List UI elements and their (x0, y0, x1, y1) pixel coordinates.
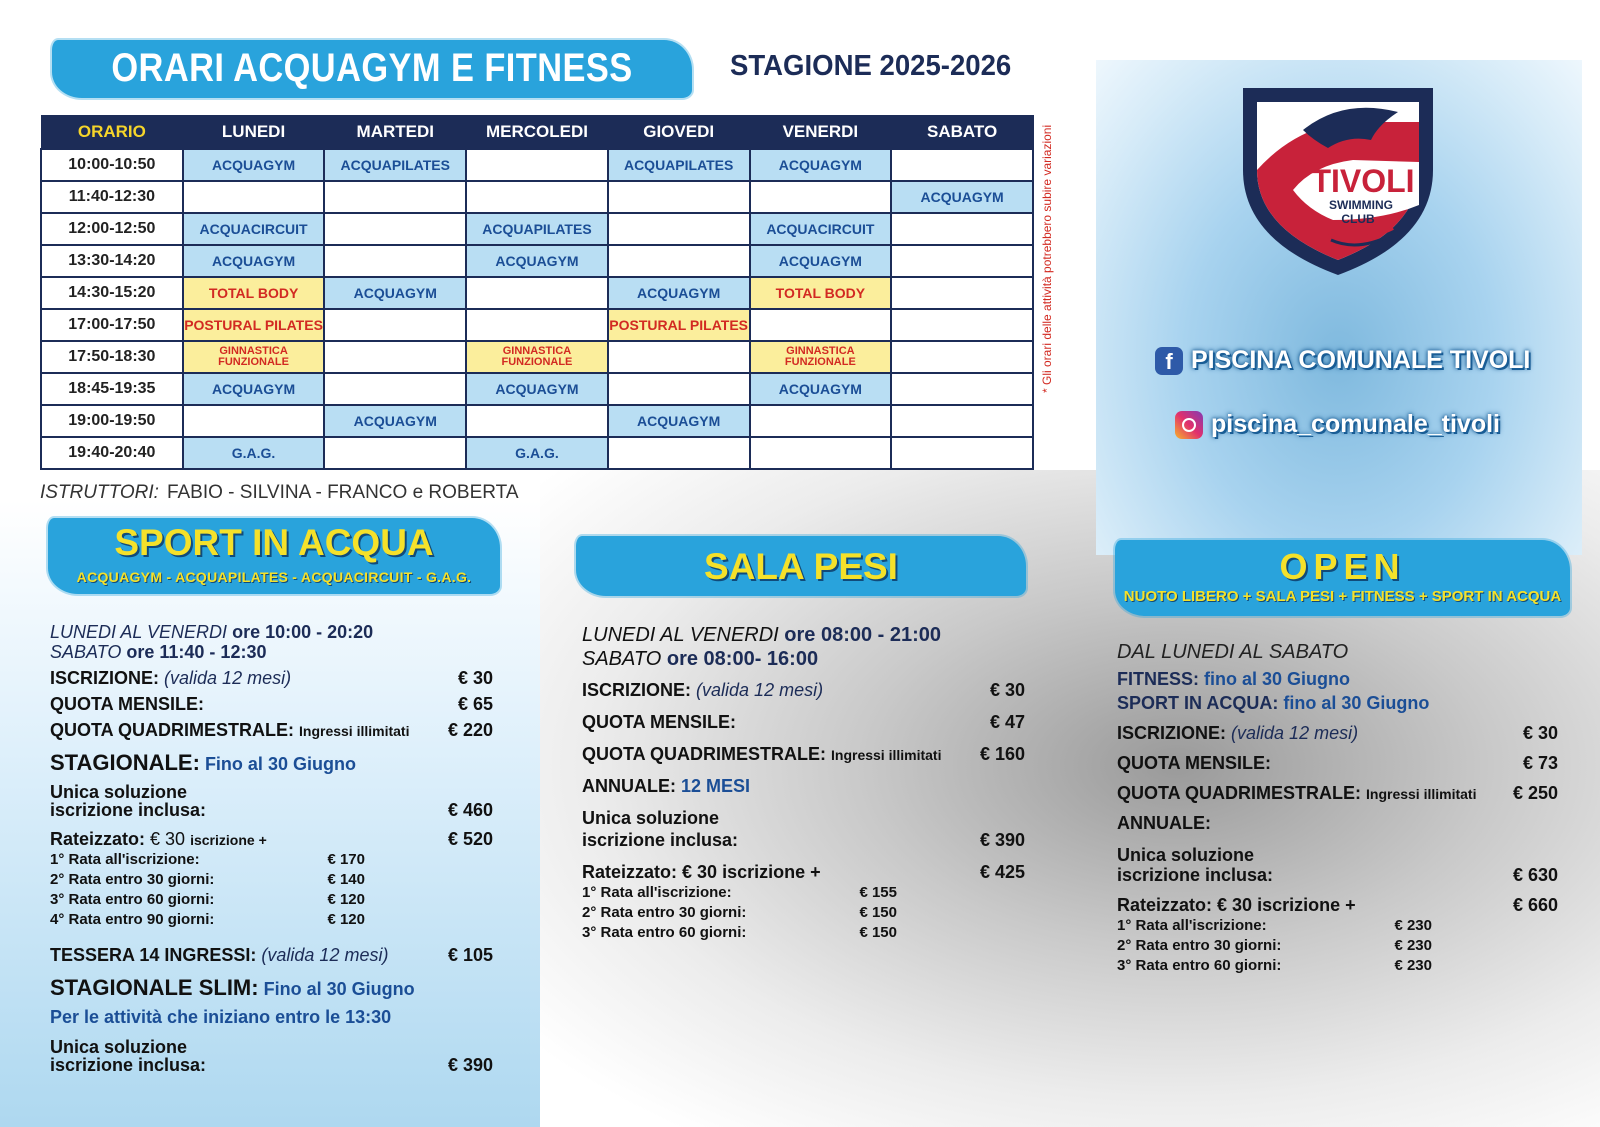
pesi-installments (582, 884, 897, 944)
sport-installments (50, 851, 365, 931)
schedule-table (40, 115, 1034, 470)
facebook-link[interactable] (1155, 346, 1530, 375)
installment-label: 1° Rata all'iscrizione: (1117, 917, 1267, 934)
sport-rate-price: € 520 (447, 829, 493, 849)
season-label: STAGIONE 2025-2026 (730, 50, 1012, 82)
sport-stag-note: Fino al 30 Giugno (204, 754, 356, 774)
sport-unica1 (50, 782, 493, 800)
schedule-header-0: ORARIO (41, 116, 183, 150)
installment-price: € 230 (1394, 957, 1432, 974)
schedule-cell: ACQUACIRCUIT (750, 213, 892, 245)
installment-price: € 170 (327, 851, 365, 868)
facebook-icon: f (1155, 347, 1183, 375)
pesi-header (576, 536, 1026, 596)
pesi-mensile (582, 712, 1025, 744)
schedule-cell: ACQUAGYM (750, 245, 892, 277)
installment-price: € 230 (1394, 917, 1432, 934)
page-title: ORARI ACQUAGYM E FITNESS (111, 46, 633, 90)
schedule-row (41, 309, 1033, 341)
installment-row (582, 884, 897, 904)
installment-row (1117, 957, 1432, 977)
schedule-row (41, 277, 1033, 309)
facebook-label: PISCINA COMUNALE TIVOLI (1191, 346, 1531, 374)
open-rate-label: Rateizzato: (1117, 895, 1213, 915)
open-quad (1117, 783, 1558, 813)
schedule-cell (750, 181, 892, 213)
schedule-time: 10:00-10:50 (41, 149, 183, 181)
sport-hours2: ore 11:40 - 12:30 (126, 642, 267, 662)
schedule-cell (608, 373, 750, 405)
open-mensile (1117, 753, 1558, 783)
schedule-cell (891, 341, 1033, 373)
schedule-cell (891, 149, 1033, 181)
schedule-cell (324, 341, 466, 373)
schedule-cell (608, 437, 750, 469)
installment-label: 1° Rata all'iscrizione: (50, 851, 200, 868)
open-unica2 (1117, 865, 1558, 895)
open-unica2-text: iscrizione inclusa: (1117, 865, 1274, 885)
schedule-row (41, 149, 1033, 181)
sport-iscrizione-label: ISCRIZIONE: (50, 668, 160, 688)
open-rate (1117, 895, 1558, 917)
schedule-cell: ACQUAGYM (324, 277, 466, 309)
sport-mensile (50, 694, 493, 720)
sport-rate-tail: iscrizione + (190, 832, 267, 848)
installment-row (1117, 937, 1432, 957)
schedule-cell (608, 213, 750, 245)
sport-rate (50, 829, 493, 851)
schedule-cell: ACQUAGYM (183, 149, 325, 181)
schedule-cell (466, 181, 608, 213)
installment-price: € 230 (1394, 937, 1432, 954)
sport-stag-label: STAGIONALE: (50, 750, 200, 775)
pesi-iscrizione-valida: (valida 12 mesi) (696, 680, 824, 700)
installment-label: 1° Rata all'iscrizione: (582, 884, 732, 901)
schedule-cell: ACQUAGYM (324, 405, 466, 437)
schedule-cell: GINNASTICA FUNZIONALE (183, 341, 325, 373)
schedule-header-2: MARTEDI (324, 116, 466, 150)
schedule-header-6: SABATO (891, 116, 1033, 150)
sport-days1: LUNEDI AL VENERDI (50, 622, 228, 642)
sport-slim-note: Fino al 30 Giugno (263, 979, 415, 999)
sport-tessera-valida: (valida 12 mesi) (261, 945, 389, 965)
instructors (40, 482, 519, 504)
pesi-iscrizione-label: ISCRIZIONE: (582, 680, 692, 700)
installment-row (582, 904, 897, 924)
sport-slim-info: Per le attività che iniziano entro le 13:30 (50, 1007, 392, 1027)
schedule-cell (891, 437, 1033, 469)
installment-row (582, 924, 897, 944)
logo-sub1: SWIMMING (1329, 198, 1393, 212)
club-logo (1233, 70, 1443, 280)
schedule-cell: ACQUAGYM (750, 149, 892, 181)
schedule-row (41, 373, 1033, 405)
schedule-cell: G.A.G. (466, 437, 608, 469)
schedule-cell (466, 277, 608, 309)
open-rate-price: € 660 (1512, 895, 1558, 915)
sport-iscrizione-price: € 30 (457, 668, 493, 688)
schedule-row (41, 213, 1033, 245)
logo-text: TIVOLI (1311, 163, 1415, 199)
sport-tessera (50, 945, 493, 975)
sport-unica2-text: iscrizione inclusa: (50, 800, 207, 820)
schedule-cell (608, 341, 750, 373)
installment-label: 2° Rata entro 30 giorni: (582, 904, 747, 921)
pesi-quad-note: Ingressi illimitati (831, 747, 942, 763)
sport-rate-label: Rateizzato: (50, 829, 146, 849)
schedule-cell: POSTURAL PILATES (608, 309, 750, 341)
pesi-quad-label: QUOTA QUADRIMESTRALE: (582, 744, 826, 764)
open-sport (1117, 693, 1558, 723)
pesi-rate-price: € 425 (979, 862, 1025, 882)
schedule-cell: ACQUAPILATES (608, 149, 750, 181)
pesi-hours-weekday (582, 624, 1025, 648)
open-unica1-text: Unica soluzione (1117, 845, 1255, 865)
sport-slim (50, 975, 493, 1007)
installment-price: € 120 (327, 911, 365, 928)
pesi-rate (582, 862, 1025, 884)
schedule-cell (891, 309, 1033, 341)
pesi-iscrizione-price: € 30 (989, 680, 1025, 700)
schedule-row (41, 437, 1033, 469)
sport-mensile-label: QUOTA MENSILE: (50, 694, 204, 714)
schedule-cell: ACQUAPILATES (466, 213, 608, 245)
sport-stagionale (50, 750, 493, 782)
installment-label: 3° Rata entro 60 giorni: (582, 924, 747, 941)
sport-quad-price: € 220 (447, 720, 493, 740)
schedule-cell (891, 405, 1033, 437)
pesi-unica2-text: iscrizione inclusa: (582, 830, 739, 850)
schedule-cell: POSTURAL PILATES (183, 309, 325, 341)
open-sport-note: fino al 30 Giugno (1283, 693, 1430, 713)
pesi-unica1 (582, 808, 1025, 830)
schedule-time: 19:00-19:50 (41, 405, 183, 437)
schedule-cell (750, 309, 892, 341)
pesi-quad (582, 744, 1025, 776)
pesi-days1: LUNEDI AL VENERDI (582, 624, 779, 646)
schedule-time: 13:30-14:20 (41, 245, 183, 277)
schedule-cell: ACQUAPILATES (324, 149, 466, 181)
installment-label: 3° Rata entro 60 giorni: (1117, 957, 1282, 974)
open-pricing (1117, 641, 1558, 977)
installment-row (50, 851, 365, 871)
schedule-time: 12:00-12:50 (41, 213, 183, 245)
pesi-rate-label: Rateizzato: (582, 862, 678, 882)
installment-row (50, 871, 365, 891)
schedule-cell: ACQUACIRCUIT (183, 213, 325, 245)
sport-quad (50, 720, 493, 750)
sport-slim-unica1 (50, 1037, 493, 1055)
schedule-cell: ACQUAGYM (608, 405, 750, 437)
open-unica1 (1117, 845, 1558, 865)
schedule-cell: ACQUAGYM (750, 373, 892, 405)
installment-row (1117, 917, 1432, 937)
sport-iscrizione-valida: (valida 12 mesi) (164, 668, 292, 688)
open-header (1115, 540, 1570, 616)
schedule-cell (183, 181, 325, 213)
open-iscrizione-valida: (valida 12 mesi) (1231, 723, 1359, 743)
schedule-cell: GINNASTICA FUNZIONALE (466, 341, 608, 373)
schedule-row (41, 405, 1033, 437)
sport-days2: SABATO (50, 642, 122, 662)
schedule-header-3: MERCOLEDI (466, 116, 608, 150)
schedule-cell: ACQUAGYM (183, 245, 325, 277)
schedule-cell (750, 437, 892, 469)
open-fitness-note: fino al 30 Giugno (1204, 669, 1351, 689)
sport-pricing (50, 622, 493, 1077)
pesi-quad-price: € 160 (979, 744, 1025, 764)
schedule-cell: ACQUAGYM (891, 181, 1033, 213)
schedule-cell (466, 149, 608, 181)
sport-slim-unica2-text: iscrizione inclusa: (50, 1055, 207, 1075)
logo-sub2: CLUB (1341, 212, 1375, 226)
instructors-names: FABIO - SILVINA - FRANCO e ROBERTA (166, 482, 519, 503)
installment-price: € 120 (327, 891, 365, 908)
open-rate-note: € 30 iscrizione + (1217, 895, 1356, 915)
schedule-time: 17:50-18:30 (41, 341, 183, 373)
pesi-pricing (582, 624, 1025, 944)
sport-iscrizione (50, 668, 493, 694)
installment-label: 3° Rata entro 60 giorni: (50, 891, 215, 908)
sport-slim-label: STAGIONALE SLIM: (50, 975, 259, 1000)
schedule-cell: ACQUAGYM (183, 373, 325, 405)
sport-rate-note: € 30 (150, 829, 186, 849)
instagram-link[interactable] (1175, 410, 1500, 439)
installment-row (50, 891, 365, 911)
sport-unica-price: € 460 (447, 800, 493, 820)
sport-slim-unica1-text: Unica soluzione (50, 1037, 188, 1057)
sport-tessera-label: TESSERA 14 INGRESSI: (50, 945, 257, 965)
schedule-cell (466, 309, 608, 341)
schedule-row (41, 181, 1033, 213)
schedule-cell (750, 405, 892, 437)
sport-subtitle: ACQUAGYM - ACQUAPILATES - ACQUACIRCUIT - G.A.G. (76, 569, 472, 585)
sport-mensile-price: € 65 (457, 694, 493, 714)
open-quad-note: Ingressi illimitati (1366, 786, 1477, 802)
schedule-note: * Gli orari delle attività potrebbero subire variazioni (1040, 125, 1054, 394)
sport-quad-label: QUOTA QUADRIMESTRALE: (50, 720, 294, 740)
schedule-header-4: GIOVEDI (608, 116, 750, 150)
schedule-header-row (41, 116, 1033, 150)
pesi-hours1: ore 08:00 - 21:00 (784, 624, 942, 646)
instagram-icon (1175, 411, 1203, 439)
schedule-header-1: LUNEDI (183, 116, 325, 150)
pesi-mensile-price: € 47 (989, 712, 1025, 732)
pesi-unica1-text: Unica soluzione (582, 808, 720, 828)
instagram-label: piscina_comunale_tivoli (1211, 410, 1500, 438)
sport-hours1: ore 10:00 - 20:20 (232, 622, 374, 642)
schedule-time: 17:00-17:50 (41, 309, 183, 341)
schedule-cell (608, 181, 750, 213)
instructors-label: ISTRUTTORI: (40, 482, 159, 503)
schedule-cell (324, 437, 466, 469)
open-title: OPEN (1279, 546, 1406, 587)
open-fitness (1117, 669, 1558, 693)
open-mensile-label: QUOTA MENSILE: (1117, 753, 1271, 773)
installment-price: € 140 (327, 871, 365, 888)
open-iscrizione-label: ISCRIZIONE: (1117, 723, 1227, 743)
schedule-cell (608, 245, 750, 277)
installment-price: € 155 (859, 884, 897, 901)
schedule-cell: GINNASTICA FUNZIONALE (750, 341, 892, 373)
sport-header (48, 518, 500, 594)
open-iscrizione-price: € 30 (1522, 723, 1558, 743)
schedule-cell: TOTAL BODY (183, 277, 325, 309)
open-fitness-label: FITNESS: (1117, 669, 1200, 689)
schedule-cell (183, 405, 325, 437)
installment-price: € 150 (859, 924, 897, 941)
pesi-annuale-note: 12 MESI (681, 776, 751, 796)
open-days: DAL LUNEDI AL SABATO (1117, 641, 1349, 663)
schedule-time: 19:40-20:40 (41, 437, 183, 469)
schedule-cell: TOTAL BODY (750, 277, 892, 309)
title-banner (52, 40, 692, 98)
open-quad-label: QUOTA QUADRIMESTRALE: (1117, 783, 1361, 803)
schedule-time: 11:40-12:30 (41, 181, 183, 213)
schedule-cell: G.A.G. (183, 437, 325, 469)
schedule-cell: ACQUAGYM (466, 373, 608, 405)
pesi-days2: SABATO (582, 648, 662, 670)
pesi-annuale-label: ANNUALE: (582, 776, 676, 796)
sport-hours-weekday (50, 622, 493, 642)
pesi-hours-sat (582, 648, 1025, 680)
open-quad-price: € 250 (1512, 783, 1558, 803)
sport-unica2 (50, 800, 493, 829)
sport-unica1-text: Unica soluzione (50, 782, 188, 802)
open-annuale (1117, 813, 1558, 845)
schedule-cell (891, 277, 1033, 309)
schedule-cell (324, 245, 466, 277)
open-sport-label: SPORT IN ACQUA: (1117, 693, 1279, 713)
open-annuale-label: ANNUALE: (1117, 813, 1211, 833)
schedule-cell (324, 309, 466, 341)
schedule-cell (466, 405, 608, 437)
open-subtitle: NUOTO LIBERO + SALA PESI + FITNESS + SPORT IN ACQUA (1123, 588, 1562, 605)
installment-label: 4° Rata entro 90 giorni: (50, 911, 215, 928)
sport-title: SPORT IN ACQUA (114, 522, 434, 563)
pesi-unica-price: € 390 (979, 830, 1025, 850)
installment-label: 2° Rata entro 30 giorni: (50, 871, 215, 888)
pesi-hours2: ore 08:00- 16:00 (666, 648, 819, 670)
schedule-time: 14:30-15:20 (41, 277, 183, 309)
sport-quad-note: Ingressi illimitati (299, 723, 410, 739)
schedule-cell (891, 245, 1033, 277)
pesi-title: SALA PESI (704, 546, 898, 587)
open-installments (1117, 917, 1432, 977)
sport-slim-unica2 (50, 1055, 493, 1077)
schedule-cell (324, 181, 466, 213)
sport-tessera-price: € 105 (447, 945, 493, 965)
schedule-cell: ACQUAGYM (608, 277, 750, 309)
schedule-cell (324, 373, 466, 405)
pesi-rate-note: € 30 iscrizione + (682, 862, 821, 882)
pesi-iscrizione (582, 680, 1025, 712)
schedule-cell (324, 213, 466, 245)
schedule-time: 18:45-19:35 (41, 373, 183, 405)
installment-row (50, 911, 365, 931)
pesi-unica2 (582, 830, 1025, 862)
pesi-annuale (582, 776, 1025, 808)
open-iscrizione (1117, 723, 1558, 753)
installment-label: 2° Rata entro 30 giorni: (1117, 937, 1282, 954)
sport-slim-price: € 390 (447, 1055, 493, 1075)
open-unica-price: € 630 (1512, 865, 1558, 885)
schedule-row (41, 245, 1033, 277)
open-mensile-price: € 73 (1522, 753, 1558, 773)
sport-hours-sat (50, 642, 493, 668)
schedule-cell (891, 373, 1033, 405)
schedule-row (41, 341, 1033, 373)
schedule-header-5: VENERDI (750, 116, 892, 150)
schedule-cell: ACQUAGYM (466, 245, 608, 277)
schedule-cell (891, 213, 1033, 245)
pesi-mensile-label: QUOTA MENSILE: (582, 712, 736, 732)
installment-price: € 150 (859, 904, 897, 921)
